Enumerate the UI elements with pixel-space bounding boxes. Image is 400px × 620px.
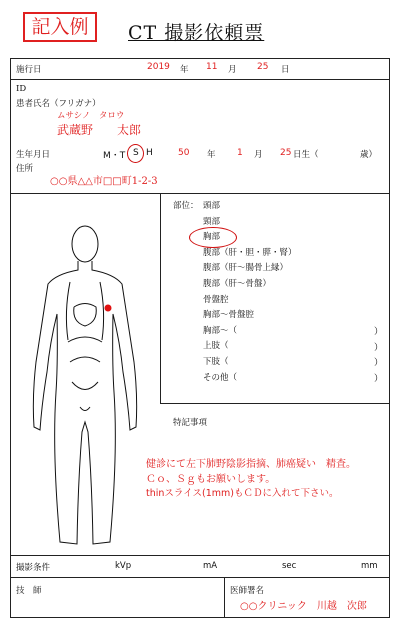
dob-label: 生年月日 [16,150,51,160]
dob-month-unit: 月 [254,150,263,160]
site-item[interactable]: その他（ [203,372,238,383]
site-item[interactable]: 胸部〜（ [203,325,238,336]
dob-day: 25 [280,148,292,158]
ma-unit: mA [203,561,218,571]
notes-line: thinスライス(1mm)もＣＤに入れて下さい。 [146,488,339,499]
column-divider [224,577,225,618]
site-item[interactable]: 腹部（肝〜腸骨上縁） [203,263,289,274]
execution-year: 2019 [147,62,170,72]
row-divider [10,193,390,194]
close-paren: ） [374,374,384,384]
site-item[interactable]: 頸部 [203,216,221,227]
execution-year-unit: 年 [180,65,189,75]
kvp-unit: kVp [115,561,132,571]
execution-day: 25 [257,62,269,72]
selected-site-circle [189,227,237,248]
close-paren: ） [374,343,384,353]
site-item[interactable]: 頭部 [203,201,221,211]
era-h: H [146,148,153,158]
page-title: CT 撮影依頼票 [128,22,265,44]
site-item[interactable]: 上肢（ [203,341,229,352]
execution-day-unit: 日 [281,65,290,75]
site-item[interactable]: 胸部〜骨盤腔 [203,310,255,321]
row-divider [10,577,390,578]
notes-text [146,458,386,502]
dob-month: 1 [237,148,243,158]
patient-address: ○○県△△市□□町1-2-3 [50,176,158,187]
patient-furigana: ムサシノ タロウ [57,111,125,121]
era-selected-circle [127,144,144,163]
execution-date-label: 施行日 [16,65,42,75]
dob-day-unit: 日生（ [293,150,319,160]
row-divider [10,555,390,556]
mm-unit: mm [361,561,378,571]
close-paren: ） [374,358,384,368]
patient-name: 武蔵野 太郎 [57,123,142,137]
site-item[interactable]: 腹部（肝・胆・膵・腎） [203,247,297,258]
era-selected: S [133,148,139,158]
notes-label: 特記事項 [173,418,208,428]
column-divider [160,193,161,403]
physician-label: 医師署名 [230,586,265,596]
physician-signature: ○○クリニック 川越 次郎 [240,601,367,612]
site-item[interactable]: 腹部（肝〜骨盤） [203,278,272,289]
dob-year: 50 [178,148,190,158]
notes-line: 健診にて左下肺野陰影指摘、肺癌疑い 精査。 [146,459,356,470]
lesion-marker [105,305,112,312]
body-diagram [30,222,140,552]
row-divider [10,79,390,80]
sample-label: 記入例 [23,12,97,42]
sec-unit: sec [282,561,297,571]
patient-name-label: 患者氏名（フリガナ） [16,99,101,109]
site-item[interactable]: 下肢（ [203,356,229,367]
address-label: 住所 [16,164,34,174]
patient-id-label: ID [16,84,27,94]
row-divider [160,403,390,404]
execution-month: 11 [206,62,218,72]
conditions-label: 撮影条件 [16,563,51,573]
technician-label: 技 師 [16,586,42,596]
age-unit: 歳） [360,150,378,160]
close-paren: ） [374,327,384,337]
site-item-selected[interactable]: 胸部 [203,232,221,243]
era-options: M・T [103,151,126,161]
dob-year-unit: 年 [207,150,216,160]
notes-line: Ｃｏ、Ｓｇもお願いします。 [146,473,276,485]
sites-label: 部位： [173,201,199,211]
site-item[interactable]: 骨盤腔 [203,294,229,305]
execution-month-unit: 月 [228,65,237,75]
